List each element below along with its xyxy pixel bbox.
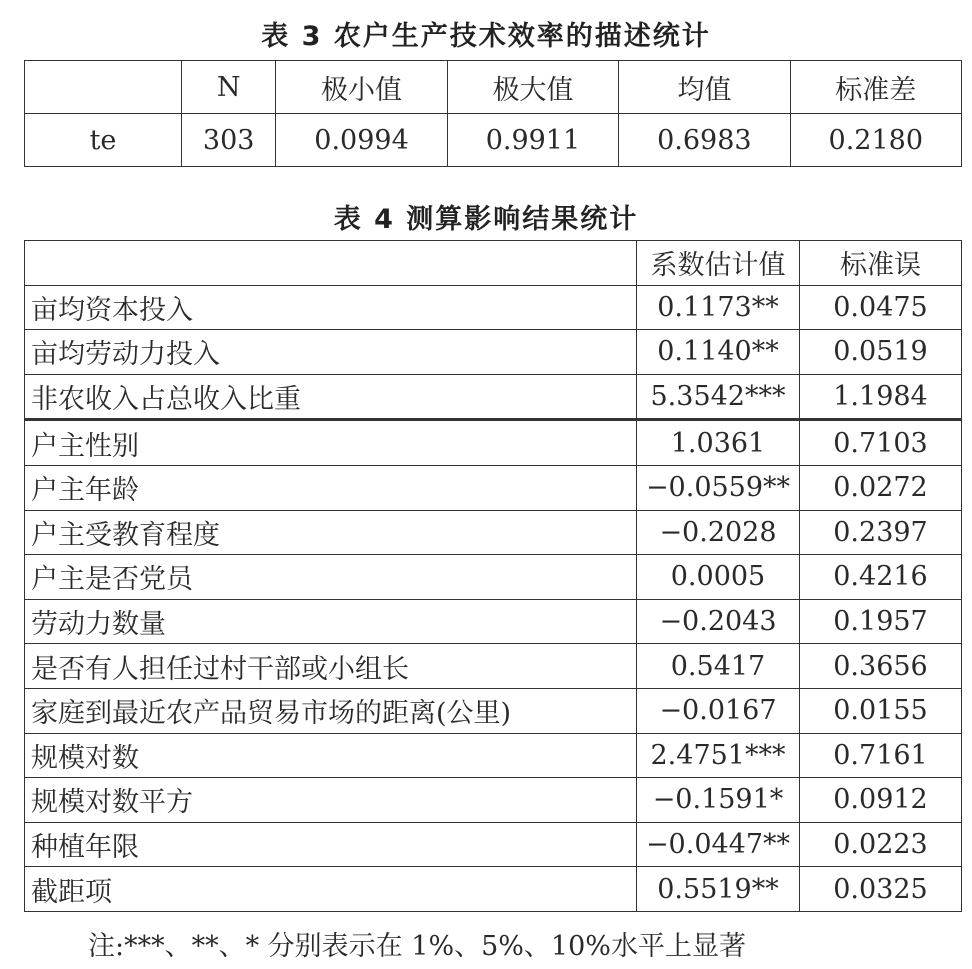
coefficient-cell: −0.2043 <box>637 599 800 644</box>
variable-name-cell: 户主是否党员 <box>25 555 637 600</box>
coefficient-cell: −0.1591* <box>637 778 800 823</box>
variable-name-cell: 户主性别 <box>25 420 637 466</box>
table-header-row <box>25 61 962 114</box>
header-cell <box>25 61 182 114</box>
table-row <box>25 822 962 867</box>
standard-error-cell: 0.7161 <box>800 733 962 778</box>
table-header-row <box>25 241 962 286</box>
standard-error-cell: 0.0475 <box>800 285 962 330</box>
standard-error-cell: 0.3656 <box>800 644 962 689</box>
table-row <box>25 420 962 466</box>
header-cell: 系数估计值 <box>637 241 800 286</box>
significance-note: 注:***、**、* 分别表示在 1%、5%、10%水平上显著 <box>88 931 746 962</box>
descriptive-statistics-table <box>24 60 962 167</box>
coefficient-cell: −0.2028 <box>637 510 800 555</box>
coefficient-cell: 5.3542*** <box>637 374 800 420</box>
table-row <box>25 688 962 733</box>
coefficient-cell: 0.5519** <box>637 867 800 912</box>
standard-error-cell: 0.0272 <box>800 465 962 510</box>
coefficient-cell: −0.0559** <box>637 465 800 510</box>
table-row <box>25 778 962 823</box>
table-cell: 0.6983 <box>619 114 790 167</box>
table-cell: te <box>25 114 182 167</box>
variable-name-cell: 规模对数平方 <box>25 778 637 823</box>
header-cell: 标准误 <box>800 241 962 286</box>
coefficient-cell: 0.1140** <box>637 330 800 375</box>
standard-error-cell: 0.2397 <box>800 510 962 555</box>
table-cell: 0.2180 <box>790 114 961 167</box>
table-row <box>25 330 962 375</box>
standard-error-cell: 0.1957 <box>800 599 962 644</box>
standard-error-cell: 0.4216 <box>800 555 962 600</box>
variable-name-cell: 非农收入占总收入比重 <box>25 374 637 420</box>
table-3-caption: 表 3 农户生产技术效率的描述统计 <box>261 21 711 52</box>
standard-error-cell: 0.7103 <box>800 420 962 466</box>
variable-name-cell: 亩均资本投入 <box>25 285 637 330</box>
standard-error-cell: 0.0912 <box>800 778 962 823</box>
header-cell <box>25 241 637 286</box>
table-cell: 0.0994 <box>276 114 447 167</box>
coefficient-cell: −0.0167 <box>637 688 800 733</box>
coefficient-cell: 0.1173** <box>637 285 800 330</box>
variable-name-cell: 是否有人担任过村干部或小组长 <box>25 644 637 689</box>
variable-name-cell: 规模对数 <box>25 733 637 778</box>
coefficient-cell: 1.0361 <box>637 420 800 466</box>
standard-error-cell: 0.0223 <box>800 822 962 867</box>
variable-name-cell: 截距项 <box>25 867 637 912</box>
table-row <box>25 114 962 167</box>
coefficient-cell: 0.0005 <box>637 555 800 600</box>
header-cell: N <box>182 61 276 114</box>
variable-name-cell: 户主年龄 <box>25 465 637 510</box>
table-row <box>25 510 962 555</box>
coefficient-cell: 0.5417 <box>637 644 800 689</box>
table-row <box>25 733 962 778</box>
table-4-caption: 表 4 测算影响结果统计 <box>333 204 639 235</box>
regression-results-table <box>24 240 962 912</box>
variable-name-cell: 劳动力数量 <box>25 599 637 644</box>
table-row <box>25 867 962 912</box>
table-row <box>25 644 962 689</box>
variable-name-cell: 亩均劳动力投入 <box>25 330 637 375</box>
table-row <box>25 285 962 330</box>
table-row <box>25 555 962 600</box>
coefficient-cell: −0.0447** <box>637 822 800 867</box>
coefficient-cell: 2.4751*** <box>637 733 800 778</box>
standard-error-cell: 0.0519 <box>800 330 962 375</box>
header-cell: 极大值 <box>447 61 618 114</box>
header-cell: 极小值 <box>276 61 447 114</box>
variable-name-cell: 种植年限 <box>25 822 637 867</box>
standard-error-cell: 0.0325 <box>800 867 962 912</box>
table-cell: 0.9911 <box>447 114 618 167</box>
header-cell: 均值 <box>619 61 790 114</box>
table-row <box>25 465 962 510</box>
header-cell: 标准差 <box>790 61 961 114</box>
variable-name-cell: 户主受教育程度 <box>25 510 637 555</box>
table-cell: 303 <box>182 114 276 167</box>
standard-error-cell: 0.0155 <box>800 688 962 733</box>
standard-error-cell: 1.1984 <box>800 374 962 420</box>
variable-name-cell: 家庭到最近农产品贸易市场的距离(公里) <box>25 688 637 733</box>
table-row <box>25 374 962 420</box>
table-row <box>25 599 962 644</box>
